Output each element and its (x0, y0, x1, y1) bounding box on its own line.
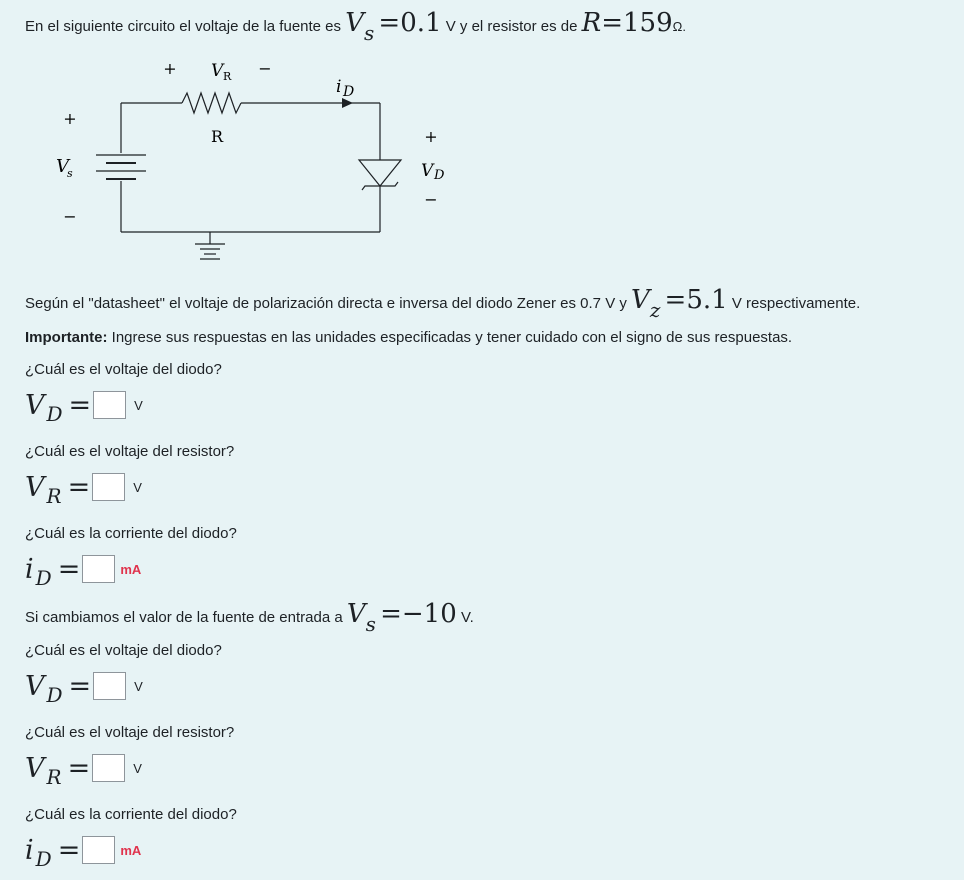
vs-value: 0.1 (400, 8, 442, 38)
forward-voltage: 0.7 V y (580, 295, 627, 312)
new-vs-equals: = (380, 599, 402, 629)
answer-subscript: D (35, 847, 52, 871)
diode-plus-sign: + (424, 127, 438, 146)
source-subscript: s (67, 167, 73, 180)
vr-label: V (211, 61, 224, 81)
answer-variable: V (25, 389, 45, 421)
resistor-plus-sign: + (163, 59, 177, 78)
answer-variable: i (25, 553, 34, 585)
answer-equals: = (67, 752, 91, 784)
resistor-minus-sign: − (258, 59, 272, 78)
answer-equals: = (68, 670, 92, 702)
diode-minus-sign: − (424, 190, 438, 209)
part2-answer-1-row (25, 669, 143, 707)
answer-variable: i (25, 834, 34, 866)
answer-unit: V (133, 479, 142, 495)
vz-equals: = (664, 285, 687, 315)
vz-subscript: z (649, 298, 661, 322)
part2-answer-2-row (25, 751, 142, 789)
important-label: Importante: (25, 329, 108, 346)
current-label: i (336, 77, 342, 97)
circuit-diagram (40, 50, 470, 270)
change-text: Si cambiamos el valor de la fuente de entrada a (25, 609, 343, 626)
part2-answer-3-row (25, 833, 142, 871)
important-text: Ingrese sus respuestas en las unidades especificadas y tener cuidado con el signo de sus respuestas. (111, 329, 793, 346)
source-label: V (56, 156, 69, 177)
new-vs-variable: V (346, 599, 366, 629)
current-subscript: D (343, 84, 355, 100)
answer-equals: = (68, 389, 92, 421)
answer-equals: = (57, 553, 81, 585)
vs-variable: V (345, 8, 364, 38)
answer-variable: V (25, 752, 45, 784)
source-minus-sign: − (63, 207, 77, 226)
ohm-unit: Ω. (672, 19, 686, 34)
answer-subscript: R (46, 484, 62, 508)
diode-voltage-label: V (421, 161, 434, 181)
new-vs-value: −10 (401, 599, 457, 629)
change-suffix: V. (460, 609, 474, 626)
answer-subscript: D (46, 683, 63, 707)
answer-subscript: D (46, 402, 63, 426)
part2-question-1: ¿Cuál es el voltaje del diodo? (25, 642, 222, 659)
r-equals: = (601, 8, 624, 38)
answer-subscript: R (46, 765, 62, 789)
r-value: 159 (623, 8, 673, 38)
part1-question-1: ¿Cuál es el voltaje del diodo? (25, 361, 222, 378)
part2-diode-current-input[interactable] (82, 836, 115, 864)
part2-question-3: ¿Cuál es la corriente del diodo? (25, 806, 237, 823)
vs-subscript: s (363, 21, 375, 45)
change-line (25, 599, 474, 636)
part1-question-3: ¿Cuál es la corriente del diodo? (25, 525, 237, 542)
important-line (25, 329, 792, 346)
resistor-label: R (211, 127, 224, 146)
intro-text: En el siguiente circuito el voltaje de la fuente es (25, 18, 342, 35)
answer-equals: = (67, 471, 91, 503)
intro-mid-text: V y el resistor es de (445, 18, 578, 35)
part1-answer-3-row (25, 552, 142, 590)
vz-variable: V (631, 285, 650, 315)
diode-voltage-subscript: D (434, 168, 445, 183)
zener-diode-symbol (359, 160, 401, 190)
answer-subscript: D (35, 566, 52, 590)
datasheet-text: Según el "datasheet" el voltaje de polarización directa e inversa del diodo Zener es (25, 295, 576, 312)
vr-subscript: R (223, 70, 232, 83)
part2-diode-voltage-input[interactable] (93, 672, 126, 700)
part1-resistor-voltage-input[interactable] (92, 473, 125, 501)
intro-line (25, 8, 686, 45)
part1-diode-current-input[interactable] (82, 555, 115, 583)
vz-value: 5.1 (686, 285, 728, 315)
answer-variable: V (25, 471, 45, 503)
vs-equals: = (378, 8, 401, 38)
new-vs-subscript: s (365, 612, 376, 636)
datasheet-line (25, 285, 861, 322)
part1-question-2: ¿Cuál es el voltaje del resistor? (25, 443, 235, 460)
answer-unit: V (134, 678, 143, 694)
answer-equals: = (57, 834, 81, 866)
datasheet-suffix: V respectivamente. (731, 295, 861, 312)
part1-answer-2-row (25, 470, 142, 508)
part1-diode-voltage-input[interactable] (93, 391, 126, 419)
source-plus-sign: + (63, 109, 77, 128)
resistor-symbol (182, 93, 241, 113)
r-variable: R (581, 8, 602, 38)
answer-unit: mA (120, 561, 142, 577)
part2-resistor-voltage-input[interactable] (92, 754, 125, 782)
part1-answer-1-row (25, 388, 143, 426)
answer-unit: V (134, 397, 143, 413)
answer-unit: V (133, 760, 142, 776)
answer-unit: mA (120, 842, 142, 858)
answer-variable: V (25, 670, 45, 702)
part2-question-2: ¿Cuál es el voltaje del resistor? (25, 724, 235, 741)
